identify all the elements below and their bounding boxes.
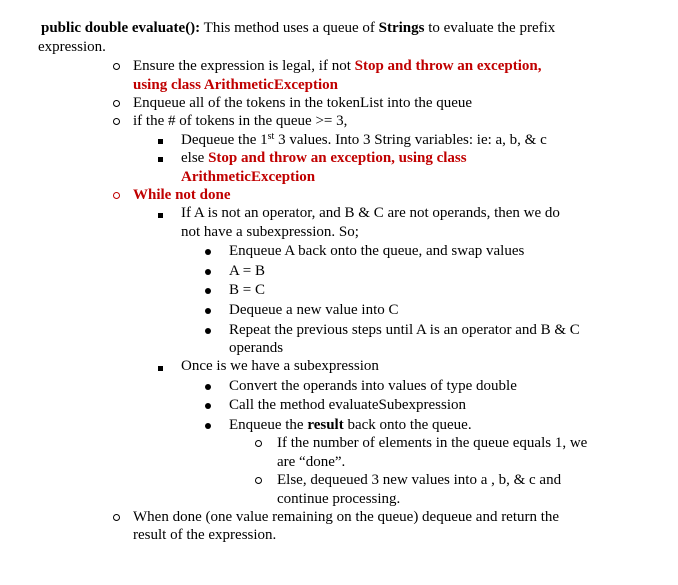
step-else-exception-class: ArithmeticException — [181, 169, 316, 185]
step-dequeue-c: Dequeue a new value into C — [229, 302, 399, 318]
method-description-cont: to evaluate the prefix — [424, 20, 556, 36]
step-dequeue-superscript: st — [267, 131, 275, 142]
step-else-cont — [181, 168, 315, 186]
step-if-count: if the # of tokens in the queue >= 3, — [133, 113, 348, 129]
step-enqueue-result-text-cont: back onto the queue. — [343, 417, 472, 433]
circle-bullet-icon — [113, 94, 120, 112]
step-enqueue-result-text: Enqueue the — [229, 417, 308, 433]
step-dequeue-three — [181, 131, 547, 149]
step-enqueue-result — [229, 416, 472, 434]
step-dequeue-text-cont: 3 values. Into 3 String variables: ie: a, b, & c — [274, 132, 547, 148]
step-when-done: When done (one value remaining on the queue) dequeue and return the — [133, 509, 560, 525]
dot-bullet-icon — [205, 377, 211, 395]
circle-bullet-icon — [255, 471, 262, 489]
step-a-eq-b: A = B — [229, 263, 265, 279]
step-repeat: Repeat the previous steps until A is an operator and B & C — [229, 322, 580, 338]
step-enqueue-a-swap: Enqueue A back onto the queue, and swap values — [229, 243, 525, 259]
dot-bullet-icon — [205, 262, 211, 280]
square-bullet-icon — [158, 205, 163, 223]
step-dequeue-text: Dequeue the 1 — [181, 132, 268, 148]
dot-bullet-icon — [205, 321, 211, 339]
circle-bullet-icon — [113, 508, 120, 526]
square-bullet-icon — [158, 149, 163, 167]
step-legal-exception-class: using class ArithmeticException — [133, 77, 338, 93]
step-when-done-cont: result of the expression. — [133, 527, 277, 543]
step-else-text: else — [181, 150, 209, 166]
method-description-end: expression. — [38, 39, 106, 55]
method-heading-line — [41, 19, 555, 37]
circle-bullet-red-icon — [113, 186, 120, 204]
step-legal-cont — [133, 76, 338, 94]
step-repeat-cont: operands — [229, 340, 284, 356]
square-bullet-icon — [158, 358, 163, 376]
while-not-done-label: While not done — [133, 187, 231, 203]
step-if-number-cont: are “done”. — [277, 454, 346, 470]
step-if-a-cont: not have a subexpression. So; — [181, 224, 359, 240]
step-else — [181, 149, 467, 167]
step-if-a: If A is not an operator, and B & C are not operands, then we do — [181, 205, 560, 221]
dot-bullet-icon — [205, 242, 211, 260]
dot-bullet-icon — [205, 301, 211, 319]
step-enqueue-tokens: Enqueue all of the tokens in the tokenList into the queue — [133, 95, 473, 111]
step-else-dequeue-cont: continue processing. — [277, 491, 401, 507]
step-once-subexpression: Once is we have a subexpression — [181, 358, 379, 374]
step-convert: Convert the operands into values of type double — [229, 378, 517, 394]
circle-bullet-icon — [113, 57, 120, 75]
square-bullet-icon — [158, 131, 163, 149]
step-legal-text: Ensure the expression is legal, if not — [133, 58, 355, 74]
step-call-method: Call the method evaluateSubexpression — [229, 397, 467, 413]
method-heading-line-2 — [38, 38, 106, 56]
step-legal — [133, 57, 541, 75]
dot-bullet-icon — [205, 396, 211, 414]
dot-bullet-icon — [205, 416, 211, 434]
step-b-eq-c: B = C — [229, 282, 265, 298]
step-if-number: If the number of elements in the queue equals 1, we — [277, 435, 588, 451]
method-description: This method uses a queue of — [200, 20, 379, 36]
step-legal-exception: Stop and throw an exception, — [354, 58, 542, 74]
method-signature: public double evaluate(): — [41, 20, 201, 36]
step-else-dequeue: Else, dequeued 3 new values into a , b, & c and — [277, 472, 562, 488]
strings-word: Strings — [378, 20, 425, 36]
step-enqueue-result-word: result — [307, 417, 344, 433]
circle-bullet-icon — [255, 434, 262, 452]
step-else-exception: Stop and throw an exception, using class — [208, 150, 467, 166]
dot-bullet-icon — [205, 281, 211, 299]
circle-bullet-icon — [113, 112, 120, 130]
